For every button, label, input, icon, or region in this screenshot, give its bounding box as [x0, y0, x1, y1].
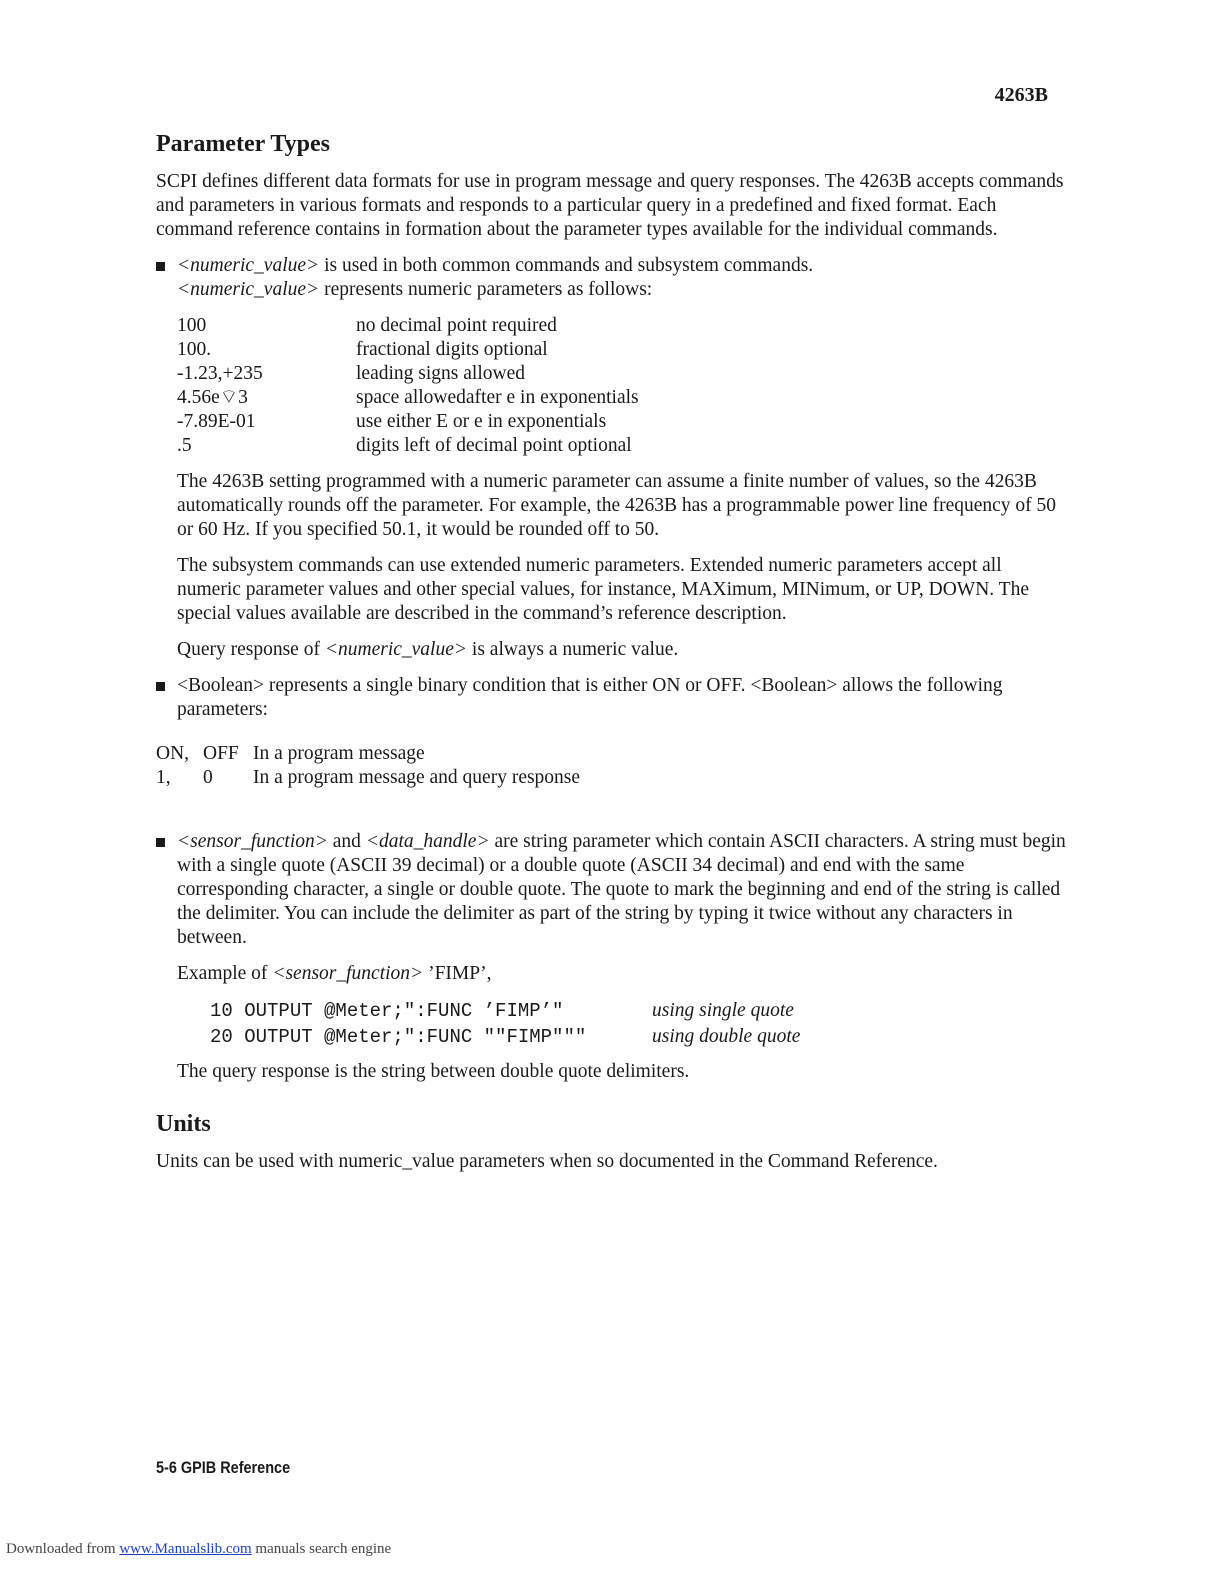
numeric-query-pre: Query response of [177, 639, 325, 660]
boolean-desc: In a program message [253, 743, 425, 764]
numeric-line-1-text: is used in both common commands and subsystem commands. [319, 255, 814, 276]
numeric-value-item [156, 254, 1066, 302]
numeric-query-paragraph [156, 638, 1066, 662]
code-example-table [210, 998, 800, 1050]
bullet-square-icon [156, 838, 165, 847]
numeric-example-desc: space allowedafter e in exponentials [356, 387, 639, 408]
download-prefix: Downloaded from [6, 1541, 120, 1557]
running-header-model: 4263B [994, 84, 1048, 106]
numeric-term-2: <numeric_value> [177, 279, 320, 300]
numeric-example-desc: no decimal point required [356, 315, 557, 336]
boolean-text: <Boolean> represents a single binary condition that is either ON or OFF. <Boolean> allows the following parameters: [177, 675, 1003, 720]
bullet-square-icon [156, 682, 165, 691]
units-paragraph: Units can be used with numeric_value parameters when so documented in the Command Reference. [156, 1151, 938, 1172]
table-row [210, 998, 800, 1024]
table-row [177, 338, 639, 362]
numeric-line-1 [177, 254, 1066, 278]
code-note: using double quote [652, 1026, 801, 1047]
numeric-term: <numeric_value> [177, 255, 320, 276]
boolean-value-a: ON, [156, 743, 190, 764]
numeric-example-desc: leading signs allowed [356, 363, 525, 384]
numeric-example-value: -1.23,+235 [177, 363, 263, 384]
string-description: are string parameter which contain ASCII characters. A string must begin with a single quote (ASCII 39 decimal) or a double quote (ASCII 34 decimal) and end with the same corresponding character, a single or double quote. The quote to mark the beginning and end of the string is called the delimiter. You can include the delimiter as part of the string by typing it twice without any characters in between. [177, 831, 1066, 948]
table-row [177, 410, 639, 434]
numeric-example-value: 100 [177, 315, 207, 336]
string-example-line [156, 962, 1066, 986]
numeric-example-value: -7.89E-01 [177, 411, 256, 432]
boolean-item [156, 674, 1066, 722]
string-query-paragraph: The query response is the string between double quote delimiters. [177, 1061, 690, 1082]
numeric-example-desc: fractional digits optional [356, 339, 548, 360]
numeric-example-value: .5 [177, 435, 192, 456]
boolean-table [156, 742, 580, 790]
data-handle-term: <data_handle> [365, 831, 490, 852]
boolean-value-b: OFF [203, 743, 239, 764]
numeric-example-value: 100. [177, 339, 212, 360]
page-content [156, 128, 1066, 1186]
numeric-line-2-text: represents numeric parameters as follows: [319, 279, 653, 300]
bullet-square-icon [156, 262, 165, 271]
numeric-example-desc: use either E or e in exponentials [356, 411, 607, 432]
page-footer-label: 5-6 GPIB Reference [156, 1458, 291, 1477]
table-row [177, 314, 639, 338]
code-line: 20 OUTPUT @Meter;":FUNC ""FIMP""" [210, 1026, 587, 1048]
string-item [156, 830, 1066, 950]
sensor-function-term: <sensor_function> [177, 831, 328, 852]
string-and: and [327, 831, 366, 852]
numeric-rounding-paragraph: The 4263B setting programmed with a numeric parameter can assume a finite number of values, so the 4263B automatically rounds off the parameter. For example, the 4263B has a programmable power line frequency of 50 or 60 Hz. If you specified 50.1, it would be rounded off to 50. [177, 471, 1057, 540]
download-source-line [6, 1541, 391, 1558]
table-row [156, 766, 580, 790]
numeric-example-value: 4.56e⌔3 [177, 387, 248, 408]
boolean-desc: In a program message and query response [253, 767, 581, 788]
table-row [177, 386, 639, 410]
example-pre: Example of [177, 963, 273, 984]
extended-numeric-paragraph: The subsystem commands can use extended numeric parameters. Extended numeric parameters accept all numeric parameter values and other special values, for instance, MAXimum, MINimum, or UP, DOWN. The special values available are described in the command’s reference description. [177, 555, 1030, 624]
section-title-parameter-types: Parameter Types [156, 131, 330, 157]
table-row [210, 1024, 800, 1050]
boolean-value-b: 0 [203, 767, 213, 788]
boolean-value-a: 1, [156, 767, 171, 788]
example-term: <sensor_function> [272, 963, 424, 984]
table-row [156, 742, 580, 766]
numeric-example-desc: digits left of decimal point optional [356, 435, 632, 456]
download-suffix: manuals search engine [251, 1541, 392, 1557]
intro-paragraph: SCPI defines different data formats for use in program message and query responses. The 4263B accepts commands and parameters in various formats and responds to a particular query in a predefined and fixed format. Each command reference contains in formation about the parameter types available for the individual commands. [156, 171, 1064, 240]
table-row [177, 362, 639, 386]
numeric-examples-table [177, 314, 639, 458]
code-line: 10 OUTPUT @Meter;":FUNC ’FIMP’" [210, 1000, 564, 1022]
manualslib-link[interactable]: www.Manualslib.com [119, 1541, 252, 1557]
numeric-line-2 [177, 278, 1066, 302]
section-title-units: Units [156, 1111, 211, 1137]
string-text [177, 830, 1066, 950]
numeric-query-term: <numeric_value> [324, 639, 468, 660]
table-row [177, 434, 639, 458]
code-note: using single quote [652, 1000, 794, 1021]
numeric-query-post: is always a numeric value. [467, 639, 679, 660]
example-post: ’FIMP’, [423, 963, 492, 984]
